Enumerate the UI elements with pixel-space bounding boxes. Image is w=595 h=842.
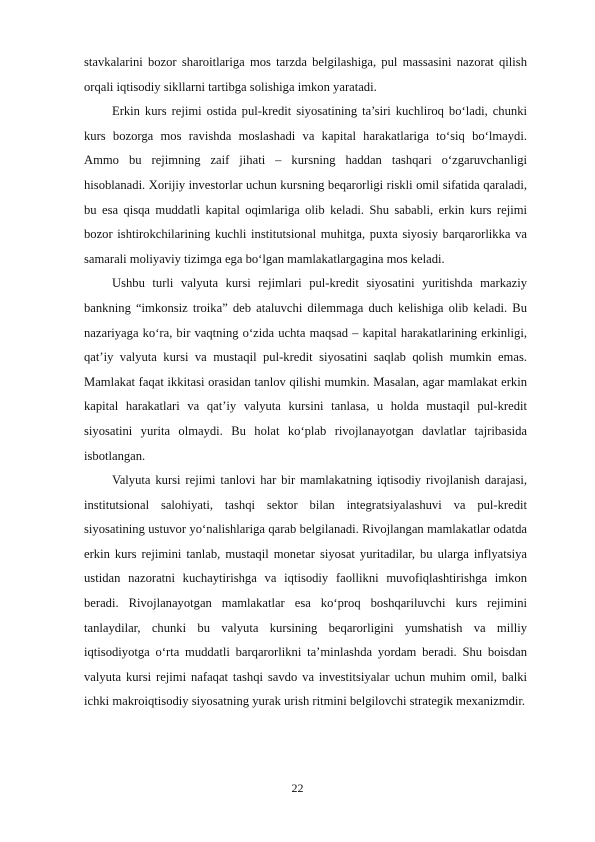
paragraph-regime-choice: Valyuta kursi rejimi tanlovi har bir mamlakatning iqtisodiy rivojlanish darajasi, institutsional salohiyati, tashqi sektor bilan integratsiyalashuvi va pul-kredit siyosatining ustuvor yo‘nalishlariga qarab belgilanadi. Rivojlangan mamlakatlar odatda erkin kurs rejimini tanlab, mustaqil monetar siyosat yuritadilar, bu ularga inflyatsiya ustidan nazoratni kuchaytirishga va iqtisodiy faollikni muvofiqlashtirishga imkon beradi. Rivojlanayotgan mamlakatlar esa ko‘proq boshqariluvchi kurs rejimini tanlaydilar, chunki bu valyuta kursining beqarorligini yumshatish va milliy iqtisodiyotga o‘rta muddatli barqarorlikni ta’minlashda yordam beradi. Shu boisdan valyuta kursi rejimi nafaqat tashqi savdo va investitsiyalar uchun muhim omil, balki ichki makroiqtisodiy siyosatning yurak urish ritmini belgilovchi strategik mexanizmdir. <box>84 473 527 709</box>
document-page <box>84 50 527 714</box>
paragraph-continuation: stavkalarini bozor sharoitlariga mos tarzda belgilashiga, pul massasini nazorat qilish orqali iqtisodiy sikllarni tartibga solishiga imkon yaratadi. <box>84 55 527 94</box>
page-number: 22 <box>291 781 304 795</box>
paragraph-floating-rate: Erkin kurs rejimi ostida pul-kredit siyosatining ta’siri kuchliroq bo‘ladi, chunki kurs bozorga mos ravishda moslashadi va kapital harakatlariga to‘siq bo‘lmaydi. Ammo bu rejimning zaif jihati – kursning haddan tashqari o‘zgaruvchanligi hisoblanadi. Xorijiy investorlar uchun kursning beqarorligi riskli omil sifatida qaraladi, bu esa qisqa muddatli kapital oqimlariga olib keladi. Shu sababli, erkin kurs rejimi bozor ishtirokchilarining kuchli institutsional muhitga, puxta siyosiy barqarorlikka va samarali moliyaviy tizimga ega bo‘lgan mamlakatlargagina mos keladi. <box>84 104 527 266</box>
paragraph-impossible-trinity: Ushbu turli valyuta kursi rejimlari pul-kredit siyosatini yuritishda markaziy bankning “imkonsiz troika” deb ataluvchi dilemmaga duch kelishiga olib keladi. Bu nazariyaga ko‘ra, bir vaqtning o‘zida uchta maqsad – kapital harakatlarining erkinligi, qat’iy valyuta kursi va mustaqil pul-kredit siyosatini saqlab qolish mumkin emas. Mamlakat faqat ikkitasi orasidan tanlov qilishi mumkin. Masalan, agar mamlakat erkin kapital harakatlari va qat’iy valyuta kursini tanlasa, u holda mustaqil pul-kredit siyosatini yurita olmaydi. Bu holat ko‘plab rivojlanayotgan davlatlar tajribasida isbotlangan. <box>84 276 527 463</box>
